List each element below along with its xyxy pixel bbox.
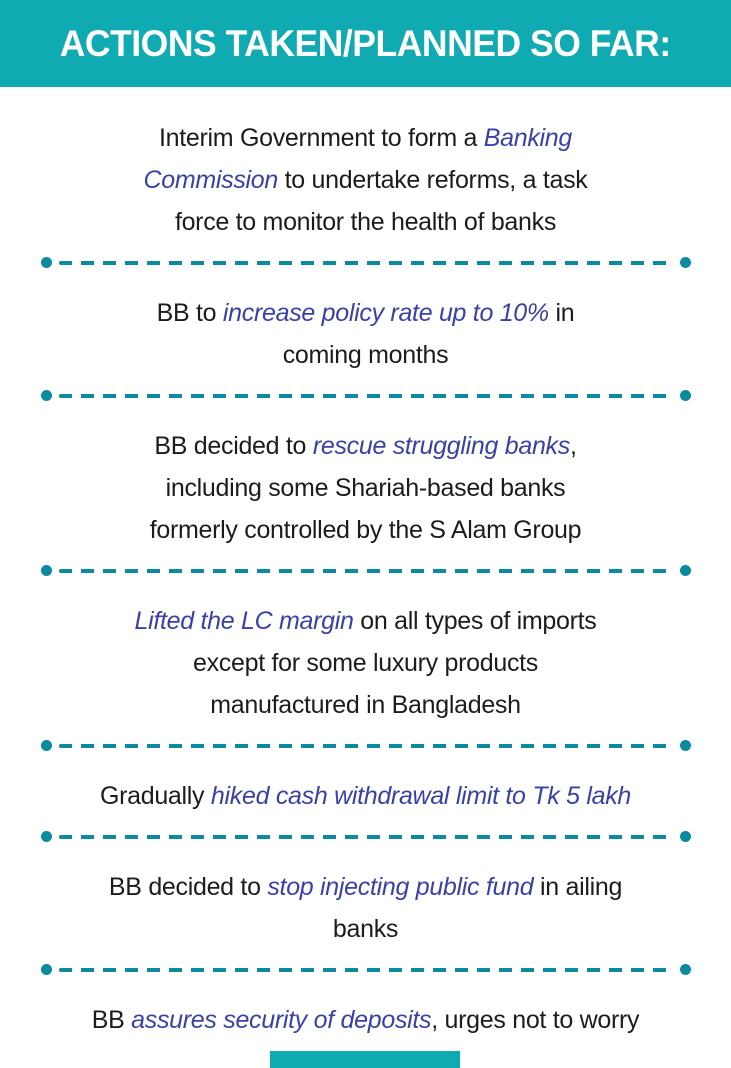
action-item bbox=[31, 775, 701, 817]
divider-dot-left bbox=[41, 257, 52, 268]
action-item bbox=[126, 292, 606, 376]
action-item bbox=[126, 117, 606, 243]
action-item bbox=[126, 600, 606, 726]
action-text: in ailing banks bbox=[332, 873, 623, 943]
divider-dot-right bbox=[680, 831, 691, 842]
action-text: BB to bbox=[156, 299, 223, 327]
divider bbox=[41, 831, 691, 842]
divider bbox=[41, 964, 691, 975]
divider-dot-right bbox=[680, 740, 691, 751]
action-emphasis-text: rescue struggling banks bbox=[312, 432, 570, 460]
action-text: in coming months bbox=[282, 299, 575, 369]
divider-dot-left bbox=[41, 831, 52, 842]
page-title: ACTIONS TAKEN/PLANNED SO FAR: bbox=[60, 22, 671, 64]
divider-dot-right bbox=[680, 964, 691, 975]
action-text: to undertake reforms, a task force to monitor the health of banks bbox=[174, 166, 588, 236]
action-emphasis-text: assures security of deposits bbox=[131, 1006, 432, 1034]
action-emphasis-text: Lifted the LC margin bbox=[134, 607, 354, 635]
divider-dash-line bbox=[59, 261, 673, 265]
actions-list bbox=[0, 87, 731, 1041]
action-text: Gradually bbox=[99, 782, 211, 810]
divider-dot-left bbox=[41, 390, 52, 401]
action-text: , urges not to worry bbox=[431, 1006, 640, 1034]
action-emphasis-text: hiked cash withdrawal limit to Tk 5 lakh bbox=[210, 782, 632, 810]
divider-dash-line bbox=[59, 968, 673, 972]
divider-dash-line bbox=[59, 744, 673, 748]
action-emphasis-text: Banking Commission bbox=[143, 124, 572, 194]
action-item bbox=[106, 866, 626, 950]
divider-dot-left bbox=[41, 740, 52, 751]
action-text: BB bbox=[91, 1006, 132, 1034]
action-text: Interim Government to form a bbox=[159, 124, 484, 152]
divider bbox=[41, 257, 691, 268]
header-banner bbox=[0, 0, 731, 87]
divider-dot-right bbox=[680, 390, 691, 401]
action-text: on all types of imports except for some luxury products manufactured in Bangladesh bbox=[192, 607, 597, 719]
divider-dash-line bbox=[59, 569, 673, 573]
action-item bbox=[31, 999, 701, 1041]
divider-dot-left bbox=[41, 565, 52, 576]
action-text: , including some Shariah-based banks formerly controlled by the S Alam Group bbox=[149, 432, 582, 544]
divider-dot-right bbox=[680, 257, 691, 268]
divider-dot-right bbox=[680, 565, 691, 576]
divider bbox=[41, 740, 691, 751]
divider-dash-line bbox=[59, 835, 673, 839]
action-emphasis-text: stop injecting public fund bbox=[267, 873, 534, 901]
footer-accent-bar bbox=[270, 1051, 460, 1068]
divider bbox=[41, 390, 691, 401]
divider-dot-left bbox=[41, 964, 52, 975]
action-item bbox=[126, 425, 606, 551]
action-emphasis-text: increase policy rate up to 10% bbox=[222, 299, 549, 327]
action-text: BB decided to bbox=[108, 873, 268, 901]
divider bbox=[41, 565, 691, 576]
divider-dash-line bbox=[59, 394, 673, 398]
action-text: BB decided to bbox=[154, 432, 313, 460]
